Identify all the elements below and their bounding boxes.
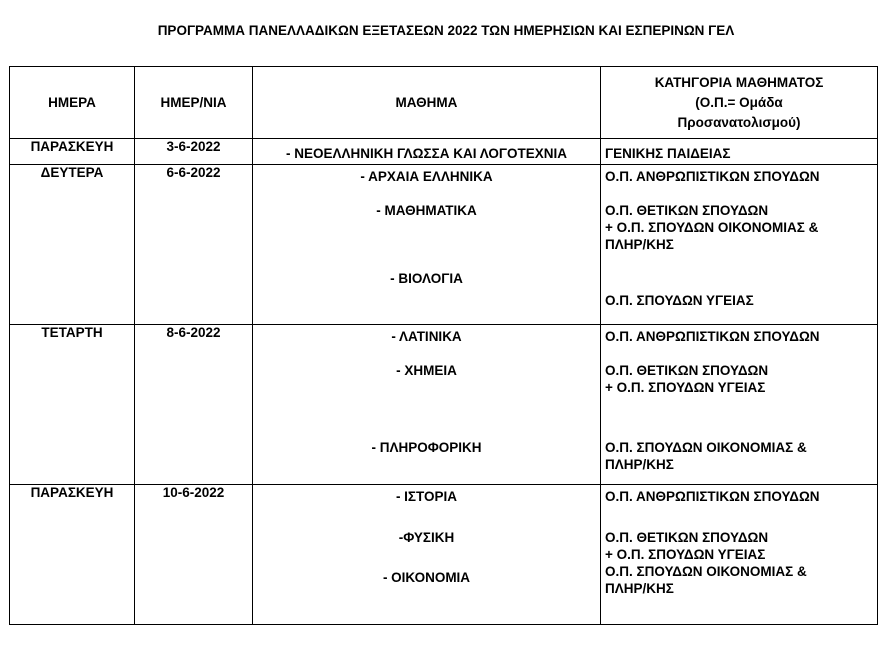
category-item: Ο.Π. ΘΕΤΙΚΩΝ ΣΠΟΥΔΩΝ [605, 530, 769, 545]
table-row [10, 165, 878, 325]
cell-day: ΔΕΥΤΕΡΑ [10, 165, 135, 325]
category-item: + Ο.Π. ΣΠΟΥΔΩΝ ΥΓΕΙΑΣ [605, 380, 766, 395]
cell-date: 10-6-2022 [135, 485, 253, 625]
cell-day: ΤΕΤΑΡΤΗ [10, 325, 135, 485]
header-date: ΗΜΕΡ/ΝΙΑ [135, 67, 253, 139]
category-item: Ο.Π. ΣΠΟΥΔΩΝ ΟΙΚΟΝΟΜΙΑΣ & [605, 564, 807, 579]
header-category-line: ΚΑΤΗΓΟΡΙΑ ΜΑΘΗΜΑΤΟΣ [654, 74, 824, 90]
table-row [10, 325, 878, 485]
header-day: ΗΜΕΡΑ [10, 67, 135, 139]
subject-item: - ΛΑΤΙΝΙΚΑ [391, 329, 462, 344]
cell-subjects [253, 165, 601, 325]
category-item: ΠΛΗΡ/ΚΗΣ [605, 457, 674, 472]
cell-categories [601, 485, 878, 625]
table-row [10, 485, 878, 625]
cell-subjects [253, 139, 601, 165]
category-item: Ο.Π. ΣΠΟΥΔΩΝ ΟΙΚΟΝΟΜΙΑΣ & [605, 440, 807, 455]
subject-item: -ΦΥΣΙΚΗ [398, 530, 455, 545]
category-item: ΠΛΗΡ/ΚΗΣ [605, 581, 674, 596]
table-row [10, 139, 878, 165]
category-item: Ο.Π. ΑΝΘΡΩΠΙΣΤΙΚΩΝ ΣΠΟΥΔΩΝ [605, 329, 820, 344]
subject-item: - ΝΕΟΕΛΛΗΝΙΚΗ ΓΛΩΣΣΑ ΚΑΙ ΛΟΓΟΤΕΧΝΙΑ [286, 146, 567, 161]
subject-item: - ΠΛΗΡΟΦΟΡΙΚΗ [371, 440, 482, 455]
category-item: Ο.Π. ΑΝΘΡΩΠΙΣΤΙΚΩΝ ΣΠΟΥΔΩΝ [605, 169, 820, 184]
cell-date: 3-6-2022 [135, 139, 253, 165]
subject-item: - ΧΗΜΕΙΑ [396, 363, 457, 378]
subject-item: - ΒΙΟΛΟΓΙΑ [390, 271, 463, 286]
subject-item: - ΙΣΤΟΡΙΑ [395, 489, 458, 504]
cell-categories [601, 165, 878, 325]
category-item: Ο.Π. ΣΠΟΥΔΩΝ ΥΓΕΙΑΣ [605, 293, 754, 308]
cell-categories [601, 139, 878, 165]
header-category-line: Προσανατολισμού) [677, 114, 801, 130]
subject-item: - ΑΡΧΑΙΑ ΕΛΛΗΝΙΚΑ [360, 169, 493, 184]
category-item: Ο.Π. ΑΝΘΡΩΠΙΣΤΙΚΩΝ ΣΠΟΥΔΩΝ [605, 489, 820, 504]
category-item: + Ο.Π. ΣΠΟΥΔΩΝ ΥΓΕΙΑΣ [605, 547, 766, 562]
cell-subjects [253, 485, 601, 625]
category-item: + Ο.Π. ΣΠΟΥΔΩΝ ΟΙΚΟΝΟΜΙΑΣ & [605, 220, 819, 235]
cell-day: ΠΑΡΑΣΚΕΥΗ [10, 139, 135, 165]
cell-categories [601, 325, 878, 485]
cell-subjects [253, 325, 601, 485]
cell-date: 6-6-2022 [135, 165, 253, 325]
category-item: Ο.Π. ΘΕΤΙΚΩΝ ΣΠΟΥΔΩΝ [605, 363, 769, 378]
header-category [601, 67, 878, 139]
header-subject: ΜΑΘΗΜΑ [253, 67, 601, 139]
category-item: Ο.Π. ΘΕΤΙΚΩΝ ΣΠΟΥΔΩΝ [605, 203, 769, 218]
category-item: ΓΕΝΙΚΗΣ ΠΑΙΔΕΙΑΣ [605, 146, 731, 161]
header-category-line: (Ο.Π.= Ομάδα [695, 94, 783, 110]
document-title: ΠΡΟΓΡΑΜΜΑ ΠΑΝΕΛΛΑΔΙΚΩΝ ΕΞΕΤΑΣΕΩΝ 2022 ΤΩΝ ΗΜΕΡΗΣΙΩΝ ΚΑΙ ΕΣΠΕΡΙΝΩΝ ΓΕΛ [157, 23, 735, 38]
exam-schedule-table [9, 66, 878, 625]
subject-item: - ΜΑΘΗΜΑΤΙΚΑ [376, 203, 477, 218]
header-row [10, 67, 878, 139]
category-item: ΠΛΗΡ/ΚΗΣ [605, 237, 674, 252]
cell-date: 8-6-2022 [135, 325, 253, 485]
subject-item: - ΟΙΚΟΝΟΜΙΑ [382, 570, 471, 585]
cell-day: ΠΑΡΑΣΚΕΥΗ [10, 485, 135, 625]
